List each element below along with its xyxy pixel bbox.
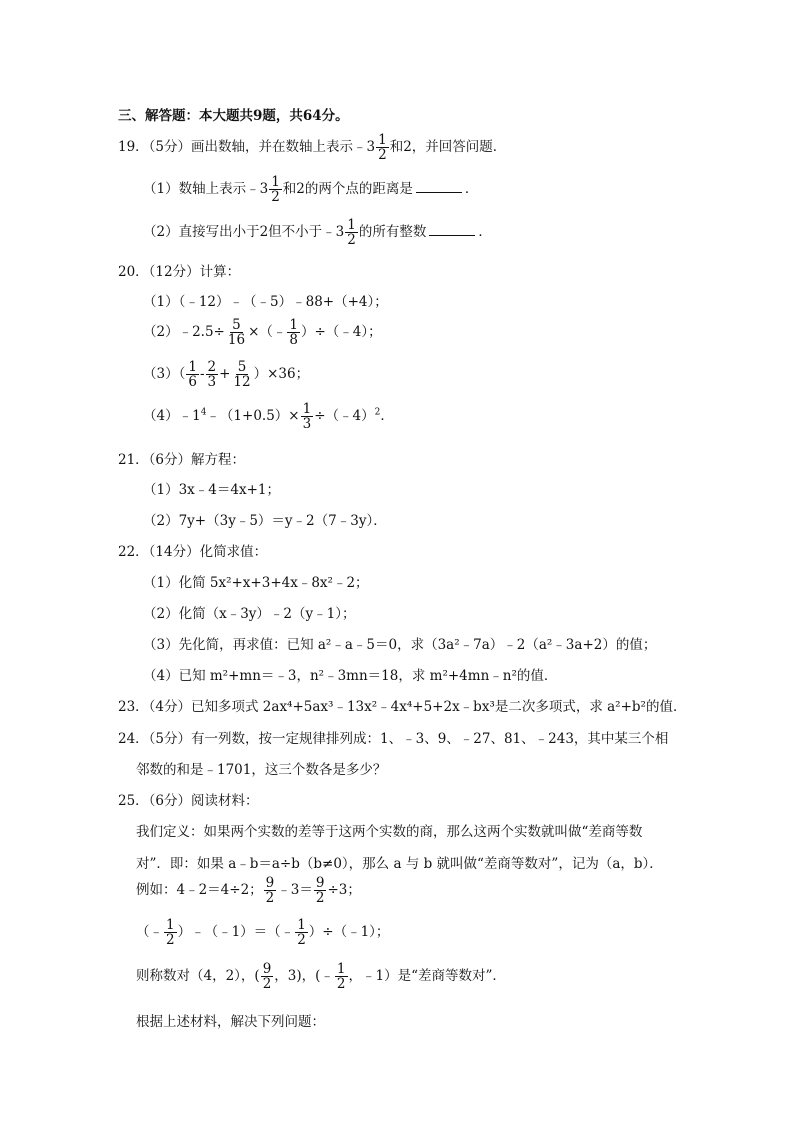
fraction: $\frac{1}{6}$ [188, 359, 197, 391]
fraction: $\frac{1}{2}$ [166, 917, 175, 949]
fraction: $\frac{1}{2}$ [336, 961, 346, 993]
material-last-line: 根据上述材料，解决下列问题： [136, 1014, 325, 1030]
material-example-2: （﹣ $\frac{1}{2}$ ）﹣（﹣1）＝（﹣ $\frac{1}{2}$ ）÷（﹣1）； [136, 917, 390, 949]
answer-blank[interactable] [416, 180, 462, 193]
question-19-part-1: （1）数轴上表示﹣3 $\frac{1}{2}$ 和2的两个点的距离是 ． [143, 174, 479, 206]
question-24-line-1: 24．（5分）有一列数，按一定规律排列成：1、﹣3、9、﹣27、81、﹣243，其中某三个相 [118, 731, 669, 747]
answer-blank[interactable] [429, 223, 475, 236]
fraction: $\frac{1}{3}$ [302, 401, 312, 433]
material-line-2: 对”．即：如果 a﹣b＝a÷b（b≠0），那么 a 与 b 就叫做“差商等数对”，记为（a，b）． [136, 856, 663, 872]
question-22-part-2: （2）化简（x﹣3y）﹣2（y﹣1）； [143, 606, 356, 622]
text: 19．（5分）画出数轴，并在数轴上表示﹣3 [118, 139, 376, 156]
material-line-1: 我们定义：如果两个实数的差等于这两个实数的商，那么这两个实数就叫做“差商等数 [136, 824, 643, 840]
question-24-line-2: 邻数的和是﹣1701，这三个数各是多少？ [136, 762, 387, 778]
question-21-part-2: （2）7y+（3y﹣5）＝y﹣2（7﹣3y）． [143, 513, 387, 529]
material-example-1: 例如：4﹣2＝4÷2； $\frac{9}{2}$ ﹣3＝ $\frac{9}{2}$ ÷3； [136, 875, 361, 907]
question-25-stem: 25．（6分）阅读材料： [118, 793, 259, 809]
question-19-stem [118, 133, 506, 162]
section-title: 三、解答题：本大题共9题，共64分。 [118, 108, 349, 124]
question-22-stem: 22．（14分）化简求值： [118, 544, 268, 560]
fraction: $\frac{2}{3}$ [207, 359, 217, 391]
question-23: 23．（4分）已知多项式 2ax⁴+5ax³﹣13x²﹣4x⁴+5+2x﹣bx³是二次多项式，求 a²+b²的值． [118, 699, 687, 715]
question-22-part-3: （3）先化简，再求值：已知 a²﹣a﹣5＝0，求（3a²﹣7a）﹣2（a²﹣3a+2）的值； [143, 637, 657, 653]
fraction: $\frac{9}{2}$ [265, 875, 275, 907]
fraction: $\frac{1}{2}$ [271, 174, 280, 206]
question-21-part-1: （1）3x﹣4＝4x+1； [143, 482, 280, 498]
question-22-part-1: （1）化简 5x²+x+3+4x﹣8x²﹣2； [143, 575, 369, 591]
fraction: $\frac{5}{12}$ [233, 359, 251, 391]
fraction: $\frac{9}{2}$ [315, 875, 325, 907]
fraction: $\frac{1}{2}$ [378, 132, 387, 164]
fraction: $\frac{9}{2}$ [262, 961, 272, 993]
fraction: $\frac{1}{8}$ [289, 317, 298, 349]
question-19-part-2: （2）直接写出小于2但不小于﹣3 $\frac{1}{2}$ 的所有整数 ． [143, 217, 492, 249]
question-22-part-4: （4）已知 m²+mn＝﹣3，n²﹣3mn＝18，求 m²+4mn﹣n²的值． [143, 668, 558, 684]
question-20-part-4: $(4)﹣1^4﹣(1+0.5)\times$ $\frac{1}{3}$ ÷（﹣4）$^2$． [143, 401, 394, 433]
question-20-part-3: （3）（ $\frac{1}{6}$ - $\frac{2}{3}$ + $\frac{5}{12}$ ）×36； [143, 359, 310, 391]
text: 和2，并回答问题． [389, 139, 507, 156]
question-20-part-2: （2）﹣2.5÷ $\frac{5}{16}$ ×（﹣ $\frac{1}{8}$ ）÷（﹣4）； [143, 317, 382, 349]
question-20-stem: 20．（12分）计算： [118, 264, 241, 280]
fraction: $\frac{1}{2}$ [297, 917, 306, 949]
fraction: $\frac{1}{2}$ [347, 217, 356, 249]
question-21-stem: 21．（6分）解方程： [118, 452, 246, 468]
question-20-part-1: （1）（﹣12）﹣（﹣5）﹣88+（+4）； [143, 294, 388, 310]
fraction: $\frac{5}{16}$ [227, 317, 246, 349]
material-example-3: 则称数对（4，2），( $\frac{9}{2}$ ，3)，(﹣ $\frac{1}{2}$ ，﹣1）是“差商等数对”． [136, 961, 506, 993]
